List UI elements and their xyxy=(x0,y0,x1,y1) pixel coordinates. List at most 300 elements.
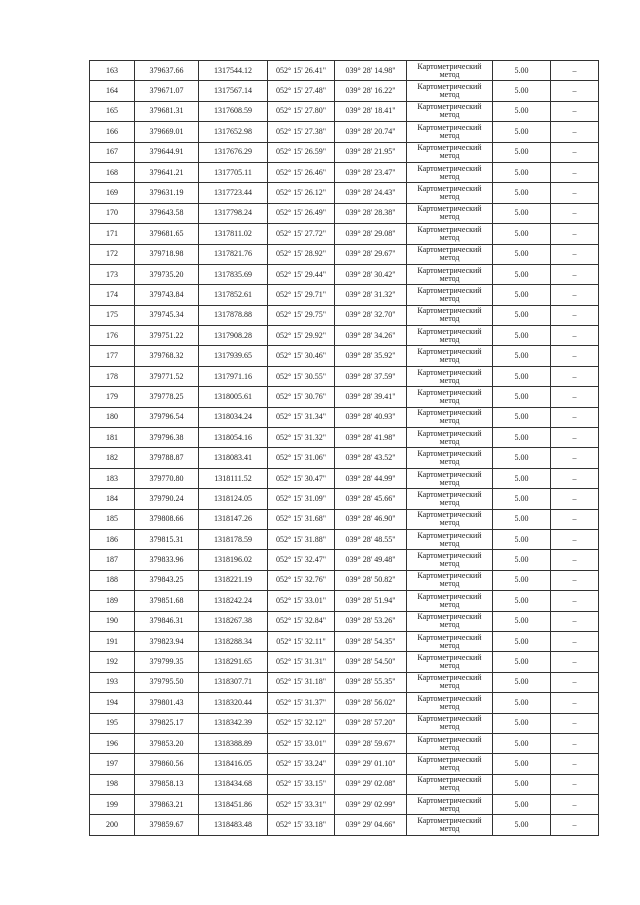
point-number-cell: 175 xyxy=(90,305,135,325)
accuracy-cell: 5.00 xyxy=(493,795,551,815)
note-cell: – xyxy=(551,448,599,468)
latitude-cell: 052° 15' 33.18" xyxy=(268,815,335,835)
longitude-cell: 039° 28' 57.20" xyxy=(335,713,407,733)
method-cell: Картометрический метод xyxy=(407,448,493,468)
latitude-cell: 052° 15' 33.15" xyxy=(268,774,335,794)
longitude-cell: 039° 29' 02.99" xyxy=(335,795,407,815)
longitude-cell: 039° 28' 41.98" xyxy=(335,428,407,448)
point-number-cell: 166 xyxy=(90,122,135,142)
accuracy-cell: 5.00 xyxy=(493,693,551,713)
point-number-cell: 199 xyxy=(90,795,135,815)
method-cell: Картометрический метод xyxy=(407,652,493,672)
coord-x-cell: 379778.25 xyxy=(135,387,199,407)
latitude-cell: 052° 15' 33.01" xyxy=(268,591,335,611)
method-cell: Картометрический метод xyxy=(407,795,493,815)
note-cell: – xyxy=(551,468,599,488)
note-cell: – xyxy=(551,101,599,121)
longitude-cell: 039° 28' 54.50" xyxy=(335,652,407,672)
coord-y-cell: 1318178.59 xyxy=(199,529,268,549)
coord-x-cell: 379851.68 xyxy=(135,591,199,611)
latitude-cell: 052° 15' 33.01" xyxy=(268,733,335,753)
latitude-cell: 052° 15' 32.76" xyxy=(268,570,335,590)
longitude-cell: 039° 28' 20.74" xyxy=(335,122,407,142)
method-cell: Картометрический метод xyxy=(407,570,493,590)
coord-y-cell: 1317878.88 xyxy=(199,305,268,325)
accuracy-cell: 5.00 xyxy=(493,305,551,325)
point-number-cell: 194 xyxy=(90,693,135,713)
latitude-cell: 052° 15' 29.75" xyxy=(268,305,335,325)
method-cell: Картометрический метод xyxy=(407,489,493,509)
note-cell: – xyxy=(551,183,599,203)
longitude-cell: 039° 28' 43.52" xyxy=(335,448,407,468)
method-cell: Картометрический метод xyxy=(407,815,493,835)
coord-y-cell: 1318083.41 xyxy=(199,448,268,468)
latitude-cell: 052° 15' 33.24" xyxy=(268,754,335,774)
accuracy-cell: 5.00 xyxy=(493,203,551,223)
latitude-cell: 052° 15' 27.38" xyxy=(268,122,335,142)
accuracy-cell: 5.00 xyxy=(493,366,551,386)
note-cell: – xyxy=(551,81,599,101)
point-number-cell: 178 xyxy=(90,366,135,386)
coord-y-cell: 1318483.48 xyxy=(199,815,268,835)
method-cell: Картометрический метод xyxy=(407,224,493,244)
latitude-cell: 052° 15' 31.31" xyxy=(268,652,335,672)
accuracy-cell: 5.00 xyxy=(493,713,551,733)
point-number-cell: 170 xyxy=(90,203,135,223)
table-row xyxy=(90,529,599,549)
latitude-cell: 052° 15' 30.76" xyxy=(268,387,335,407)
coord-y-cell: 1318147.26 xyxy=(199,509,268,529)
longitude-cell: 039° 28' 56.02" xyxy=(335,693,407,713)
latitude-cell: 052° 15' 30.55" xyxy=(268,366,335,386)
accuracy-cell: 5.00 xyxy=(493,285,551,305)
coord-y-cell: 1317908.28 xyxy=(199,326,268,346)
coord-x-cell: 379735.20 xyxy=(135,264,199,284)
method-cell: Картометрический метод xyxy=(407,346,493,366)
note-cell: – xyxy=(551,529,599,549)
document-page xyxy=(89,60,598,836)
method-cell: Картометрический метод xyxy=(407,142,493,162)
coord-x-cell: 379643.58 xyxy=(135,203,199,223)
coord-x-cell: 379790.24 xyxy=(135,489,199,509)
method-cell: Картометрический метод xyxy=(407,529,493,549)
method-cell: Картометрический метод xyxy=(407,611,493,631)
coord-y-cell: 1318242.24 xyxy=(199,591,268,611)
latitude-cell: 052° 15' 26.59" xyxy=(268,142,335,162)
table-row xyxy=(90,428,599,448)
point-number-cell: 189 xyxy=(90,591,135,611)
coordinates-table-body xyxy=(90,61,599,836)
accuracy-cell: 5.00 xyxy=(493,224,551,244)
coord-y-cell: 1318451.86 xyxy=(199,795,268,815)
method-cell: Картометрический метод xyxy=(407,774,493,794)
latitude-cell: 052° 15' 31.18" xyxy=(268,672,335,692)
note-cell: – xyxy=(551,244,599,264)
note-cell: – xyxy=(551,672,599,692)
accuracy-cell: 5.00 xyxy=(493,346,551,366)
longitude-cell: 039° 28' 21.95" xyxy=(335,142,407,162)
coord-x-cell: 379669.01 xyxy=(135,122,199,142)
note-cell: – xyxy=(551,285,599,305)
coord-x-cell: 379644.91 xyxy=(135,142,199,162)
accuracy-cell: 5.00 xyxy=(493,162,551,182)
coord-x-cell: 379815.31 xyxy=(135,529,199,549)
note-cell: – xyxy=(551,305,599,325)
table-row xyxy=(90,61,599,81)
coord-x-cell: 379718.98 xyxy=(135,244,199,264)
longitude-cell: 039° 28' 23.47" xyxy=(335,162,407,182)
note-cell: – xyxy=(551,142,599,162)
method-cell: Картометрический метод xyxy=(407,387,493,407)
table-row xyxy=(90,489,599,509)
note-cell: – xyxy=(551,346,599,366)
coord-y-cell: 1318320.44 xyxy=(199,693,268,713)
coord-x-cell: 379671.07 xyxy=(135,81,199,101)
coord-x-cell: 379751.22 xyxy=(135,326,199,346)
coord-x-cell: 379788.87 xyxy=(135,448,199,468)
coord-y-cell: 1317608.59 xyxy=(199,101,268,121)
longitude-cell: 039° 28' 28.38" xyxy=(335,203,407,223)
method-cell: Картометрический метод xyxy=(407,264,493,284)
table-row xyxy=(90,815,599,835)
coord-x-cell: 379745.34 xyxy=(135,305,199,325)
latitude-cell: 052° 15' 31.09" xyxy=(268,489,335,509)
longitude-cell: 039° 28' 51.94" xyxy=(335,591,407,611)
table-row xyxy=(90,672,599,692)
accuracy-cell: 5.00 xyxy=(493,61,551,81)
table-row xyxy=(90,244,599,264)
accuracy-cell: 5.00 xyxy=(493,631,551,651)
longitude-cell: 039° 28' 55.35" xyxy=(335,672,407,692)
longitude-cell: 039° 28' 34.26" xyxy=(335,326,407,346)
table-row xyxy=(90,795,599,815)
latitude-cell: 052° 15' 31.32" xyxy=(268,428,335,448)
point-number-cell: 177 xyxy=(90,346,135,366)
note-cell: – xyxy=(551,387,599,407)
table-row xyxy=(90,407,599,427)
accuracy-cell: 5.00 xyxy=(493,611,551,631)
note-cell: – xyxy=(551,631,599,651)
accuracy-cell: 5.00 xyxy=(493,101,551,121)
accuracy-cell: 5.00 xyxy=(493,774,551,794)
point-number-cell: 171 xyxy=(90,224,135,244)
longitude-cell: 039° 28' 29.67" xyxy=(335,244,407,264)
latitude-cell: 052° 15' 31.37" xyxy=(268,693,335,713)
method-cell: Картометрический метод xyxy=(407,81,493,101)
table-row xyxy=(90,162,599,182)
method-cell: Картометрический метод xyxy=(407,101,493,121)
coord-y-cell: 1318342.39 xyxy=(199,713,268,733)
point-number-cell: 180 xyxy=(90,407,135,427)
method-cell: Картометрический метод xyxy=(407,183,493,203)
accuracy-cell: 5.00 xyxy=(493,529,551,549)
note-cell: – xyxy=(551,366,599,386)
table-row xyxy=(90,81,599,101)
coord-y-cell: 1317852.61 xyxy=(199,285,268,305)
point-number-cell: 165 xyxy=(90,101,135,121)
method-cell: Картометрический метод xyxy=(407,693,493,713)
note-cell: – xyxy=(551,693,599,713)
longitude-cell: 039° 28' 30.42" xyxy=(335,264,407,284)
latitude-cell: 052° 15' 27.48" xyxy=(268,81,335,101)
latitude-cell: 052° 15' 29.92" xyxy=(268,326,335,346)
point-number-cell: 192 xyxy=(90,652,135,672)
longitude-cell: 039° 29' 01.10" xyxy=(335,754,407,774)
longitude-cell: 039° 29' 02.08" xyxy=(335,774,407,794)
latitude-cell: 052° 15' 29.44" xyxy=(268,264,335,284)
coord-y-cell: 1317939.65 xyxy=(199,346,268,366)
coord-x-cell: 379843.25 xyxy=(135,570,199,590)
coord-x-cell: 379859.67 xyxy=(135,815,199,835)
method-cell: Картометрический метод xyxy=(407,285,493,305)
coord-x-cell: 379808.66 xyxy=(135,509,199,529)
coord-y-cell: 1317798.24 xyxy=(199,203,268,223)
longitude-cell: 039° 28' 45.66" xyxy=(335,489,407,509)
accuracy-cell: 5.00 xyxy=(493,672,551,692)
table-row xyxy=(90,224,599,244)
coord-y-cell: 1318416.05 xyxy=(199,754,268,774)
table-row xyxy=(90,203,599,223)
coord-y-cell: 1317705.11 xyxy=(199,162,268,182)
note-cell: – xyxy=(551,509,599,529)
note-cell: – xyxy=(551,774,599,794)
note-cell: – xyxy=(551,591,599,611)
latitude-cell: 052° 15' 26.12" xyxy=(268,183,335,203)
accuracy-cell: 5.00 xyxy=(493,509,551,529)
note-cell: – xyxy=(551,61,599,81)
note-cell: – xyxy=(551,407,599,427)
table-row xyxy=(90,570,599,590)
coord-y-cell: 1318124.05 xyxy=(199,489,268,509)
longitude-cell: 039° 28' 32.70" xyxy=(335,305,407,325)
method-cell: Картометрический метод xyxy=(407,672,493,692)
latitude-cell: 052° 15' 32.84" xyxy=(268,611,335,631)
longitude-cell: 039° 28' 18.41" xyxy=(335,101,407,121)
coord-x-cell: 379796.38 xyxy=(135,428,199,448)
point-number-cell: 164 xyxy=(90,81,135,101)
latitude-cell: 052° 15' 27.80" xyxy=(268,101,335,121)
accuracy-cell: 5.00 xyxy=(493,733,551,753)
note-cell: – xyxy=(551,815,599,835)
point-number-cell: 196 xyxy=(90,733,135,753)
coord-y-cell: 1317676.29 xyxy=(199,142,268,162)
method-cell: Картометрический метод xyxy=(407,754,493,774)
point-number-cell: 184 xyxy=(90,489,135,509)
method-cell: Картометрический метод xyxy=(407,509,493,529)
coord-y-cell: 1317567.14 xyxy=(199,81,268,101)
latitude-cell: 052° 15' 27.72" xyxy=(268,224,335,244)
longitude-cell: 039° 28' 29.08" xyxy=(335,224,407,244)
point-number-cell: 186 xyxy=(90,529,135,549)
method-cell: Картометрический метод xyxy=(407,713,493,733)
method-cell: Картометрический метод xyxy=(407,468,493,488)
longitude-cell: 039° 28' 24.43" xyxy=(335,183,407,203)
longitude-cell: 039° 28' 59.67" xyxy=(335,733,407,753)
note-cell: – xyxy=(551,264,599,284)
longitude-cell: 039° 28' 50.82" xyxy=(335,570,407,590)
accuracy-cell: 5.00 xyxy=(493,387,551,407)
accuracy-cell: 5.00 xyxy=(493,244,551,264)
point-number-cell: 179 xyxy=(90,387,135,407)
point-number-cell: 187 xyxy=(90,550,135,570)
method-cell: Картометрический метод xyxy=(407,733,493,753)
coord-y-cell: 1318054.16 xyxy=(199,428,268,448)
longitude-cell: 039° 28' 44.99" xyxy=(335,468,407,488)
coord-y-cell: 1317544.12 xyxy=(199,61,268,81)
coord-x-cell: 379799.35 xyxy=(135,652,199,672)
note-cell: – xyxy=(551,203,599,223)
point-number-cell: 176 xyxy=(90,326,135,346)
accuracy-cell: 5.00 xyxy=(493,550,551,570)
point-number-cell: 168 xyxy=(90,162,135,182)
note-cell: – xyxy=(551,550,599,570)
method-cell: Картометрический метод xyxy=(407,326,493,346)
coord-x-cell: 379860.56 xyxy=(135,754,199,774)
coord-x-cell: 379637.66 xyxy=(135,61,199,81)
coord-x-cell: 379770.80 xyxy=(135,468,199,488)
note-cell: – xyxy=(551,326,599,346)
table-row xyxy=(90,285,599,305)
coord-y-cell: 1317652.98 xyxy=(199,122,268,142)
method-cell: Картометрический метод xyxy=(407,407,493,427)
coord-x-cell: 379681.31 xyxy=(135,101,199,121)
coord-x-cell: 379641.21 xyxy=(135,162,199,182)
note-cell: – xyxy=(551,754,599,774)
point-number-cell: 191 xyxy=(90,631,135,651)
table-row xyxy=(90,366,599,386)
note-cell: – xyxy=(551,162,599,182)
coord-y-cell: 1318307.71 xyxy=(199,672,268,692)
point-number-cell: 200 xyxy=(90,815,135,835)
method-cell: Картометрический метод xyxy=(407,591,493,611)
accuracy-cell: 5.00 xyxy=(493,652,551,672)
coord-y-cell: 1318288.34 xyxy=(199,631,268,651)
point-number-cell: 197 xyxy=(90,754,135,774)
longitude-cell: 039° 28' 46.90" xyxy=(335,509,407,529)
table-row xyxy=(90,591,599,611)
method-cell: Картометрический метод xyxy=(407,162,493,182)
longitude-cell: 039° 28' 40.93" xyxy=(335,407,407,427)
accuracy-cell: 5.00 xyxy=(493,326,551,346)
method-cell: Картометрический метод xyxy=(407,428,493,448)
point-number-cell: 193 xyxy=(90,672,135,692)
point-number-cell: 163 xyxy=(90,61,135,81)
note-cell: – xyxy=(551,795,599,815)
coord-x-cell: 379823.94 xyxy=(135,631,199,651)
coord-y-cell: 1317811.02 xyxy=(199,224,268,244)
method-cell: Картометрический метод xyxy=(407,244,493,264)
coord-x-cell: 379771.52 xyxy=(135,366,199,386)
coord-y-cell: 1318196.02 xyxy=(199,550,268,570)
accuracy-cell: 5.00 xyxy=(493,407,551,427)
note-cell: – xyxy=(551,122,599,142)
coord-y-cell: 1318434.68 xyxy=(199,774,268,794)
point-number-cell: 195 xyxy=(90,713,135,733)
coord-x-cell: 379853.20 xyxy=(135,733,199,753)
note-cell: – xyxy=(551,489,599,509)
accuracy-cell: 5.00 xyxy=(493,264,551,284)
latitude-cell: 052° 15' 32.12" xyxy=(268,713,335,733)
coord-x-cell: 379795.50 xyxy=(135,672,199,692)
latitude-cell: 052° 15' 30.46" xyxy=(268,346,335,366)
accuracy-cell: 5.00 xyxy=(493,591,551,611)
coord-y-cell: 1317821.76 xyxy=(199,244,268,264)
method-cell: Картометрический метод xyxy=(407,305,493,325)
table-row xyxy=(90,713,599,733)
method-cell: Картометрический метод xyxy=(407,366,493,386)
point-number-cell: 185 xyxy=(90,509,135,529)
table-row xyxy=(90,387,599,407)
table-row xyxy=(90,448,599,468)
accuracy-cell: 5.00 xyxy=(493,448,551,468)
latitude-cell: 052° 15' 31.34" xyxy=(268,407,335,427)
accuracy-cell: 5.00 xyxy=(493,815,551,835)
latitude-cell: 052° 15' 32.11" xyxy=(268,631,335,651)
longitude-cell: 039° 28' 54.35" xyxy=(335,631,407,651)
note-cell: – xyxy=(551,570,599,590)
method-cell: Картометрический метод xyxy=(407,631,493,651)
longitude-cell: 039° 28' 49.48" xyxy=(335,550,407,570)
coord-x-cell: 379631.19 xyxy=(135,183,199,203)
point-number-cell: 198 xyxy=(90,774,135,794)
table-row xyxy=(90,264,599,284)
coord-x-cell: 379768.32 xyxy=(135,346,199,366)
note-cell: – xyxy=(551,733,599,753)
coord-y-cell: 1318034.24 xyxy=(199,407,268,427)
longitude-cell: 039° 28' 48.55" xyxy=(335,529,407,549)
point-number-cell: 169 xyxy=(90,183,135,203)
table-row xyxy=(90,509,599,529)
table-row xyxy=(90,611,599,631)
latitude-cell: 052° 15' 32.47" xyxy=(268,550,335,570)
latitude-cell: 052° 15' 26.49" xyxy=(268,203,335,223)
longitude-cell: 039° 28' 14.98" xyxy=(335,61,407,81)
latitude-cell: 052° 15' 26.41" xyxy=(268,61,335,81)
coord-y-cell: 1317835.69 xyxy=(199,264,268,284)
table-row xyxy=(90,101,599,121)
point-number-cell: 167 xyxy=(90,142,135,162)
point-number-cell: 172 xyxy=(90,244,135,264)
accuracy-cell: 5.00 xyxy=(493,122,551,142)
point-number-cell: 190 xyxy=(90,611,135,631)
accuracy-cell: 5.00 xyxy=(493,428,551,448)
point-number-cell: 188 xyxy=(90,570,135,590)
latitude-cell: 052° 15' 31.88" xyxy=(268,529,335,549)
note-cell: – xyxy=(551,611,599,631)
latitude-cell: 052° 15' 26.46" xyxy=(268,162,335,182)
latitude-cell: 052° 15' 28.92" xyxy=(268,244,335,264)
table-row xyxy=(90,122,599,142)
accuracy-cell: 5.00 xyxy=(493,754,551,774)
table-row xyxy=(90,550,599,570)
point-number-cell: 173 xyxy=(90,264,135,284)
coord-y-cell: 1318221.19 xyxy=(199,570,268,590)
table-row xyxy=(90,754,599,774)
table-row xyxy=(90,631,599,651)
table-row xyxy=(90,142,599,162)
coord-y-cell: 1318388.89 xyxy=(199,733,268,753)
coord-x-cell: 379801.43 xyxy=(135,693,199,713)
accuracy-cell: 5.00 xyxy=(493,489,551,509)
coord-x-cell: 379858.13 xyxy=(135,774,199,794)
latitude-cell: 052° 15' 31.68" xyxy=(268,509,335,529)
coord-y-cell: 1318111.52 xyxy=(199,468,268,488)
method-cell: Картометрический метод xyxy=(407,203,493,223)
latitude-cell: 052° 15' 33.31" xyxy=(268,795,335,815)
longitude-cell: 039° 28' 16.22" xyxy=(335,81,407,101)
table-row xyxy=(90,693,599,713)
coord-x-cell: 379846.31 xyxy=(135,611,199,631)
